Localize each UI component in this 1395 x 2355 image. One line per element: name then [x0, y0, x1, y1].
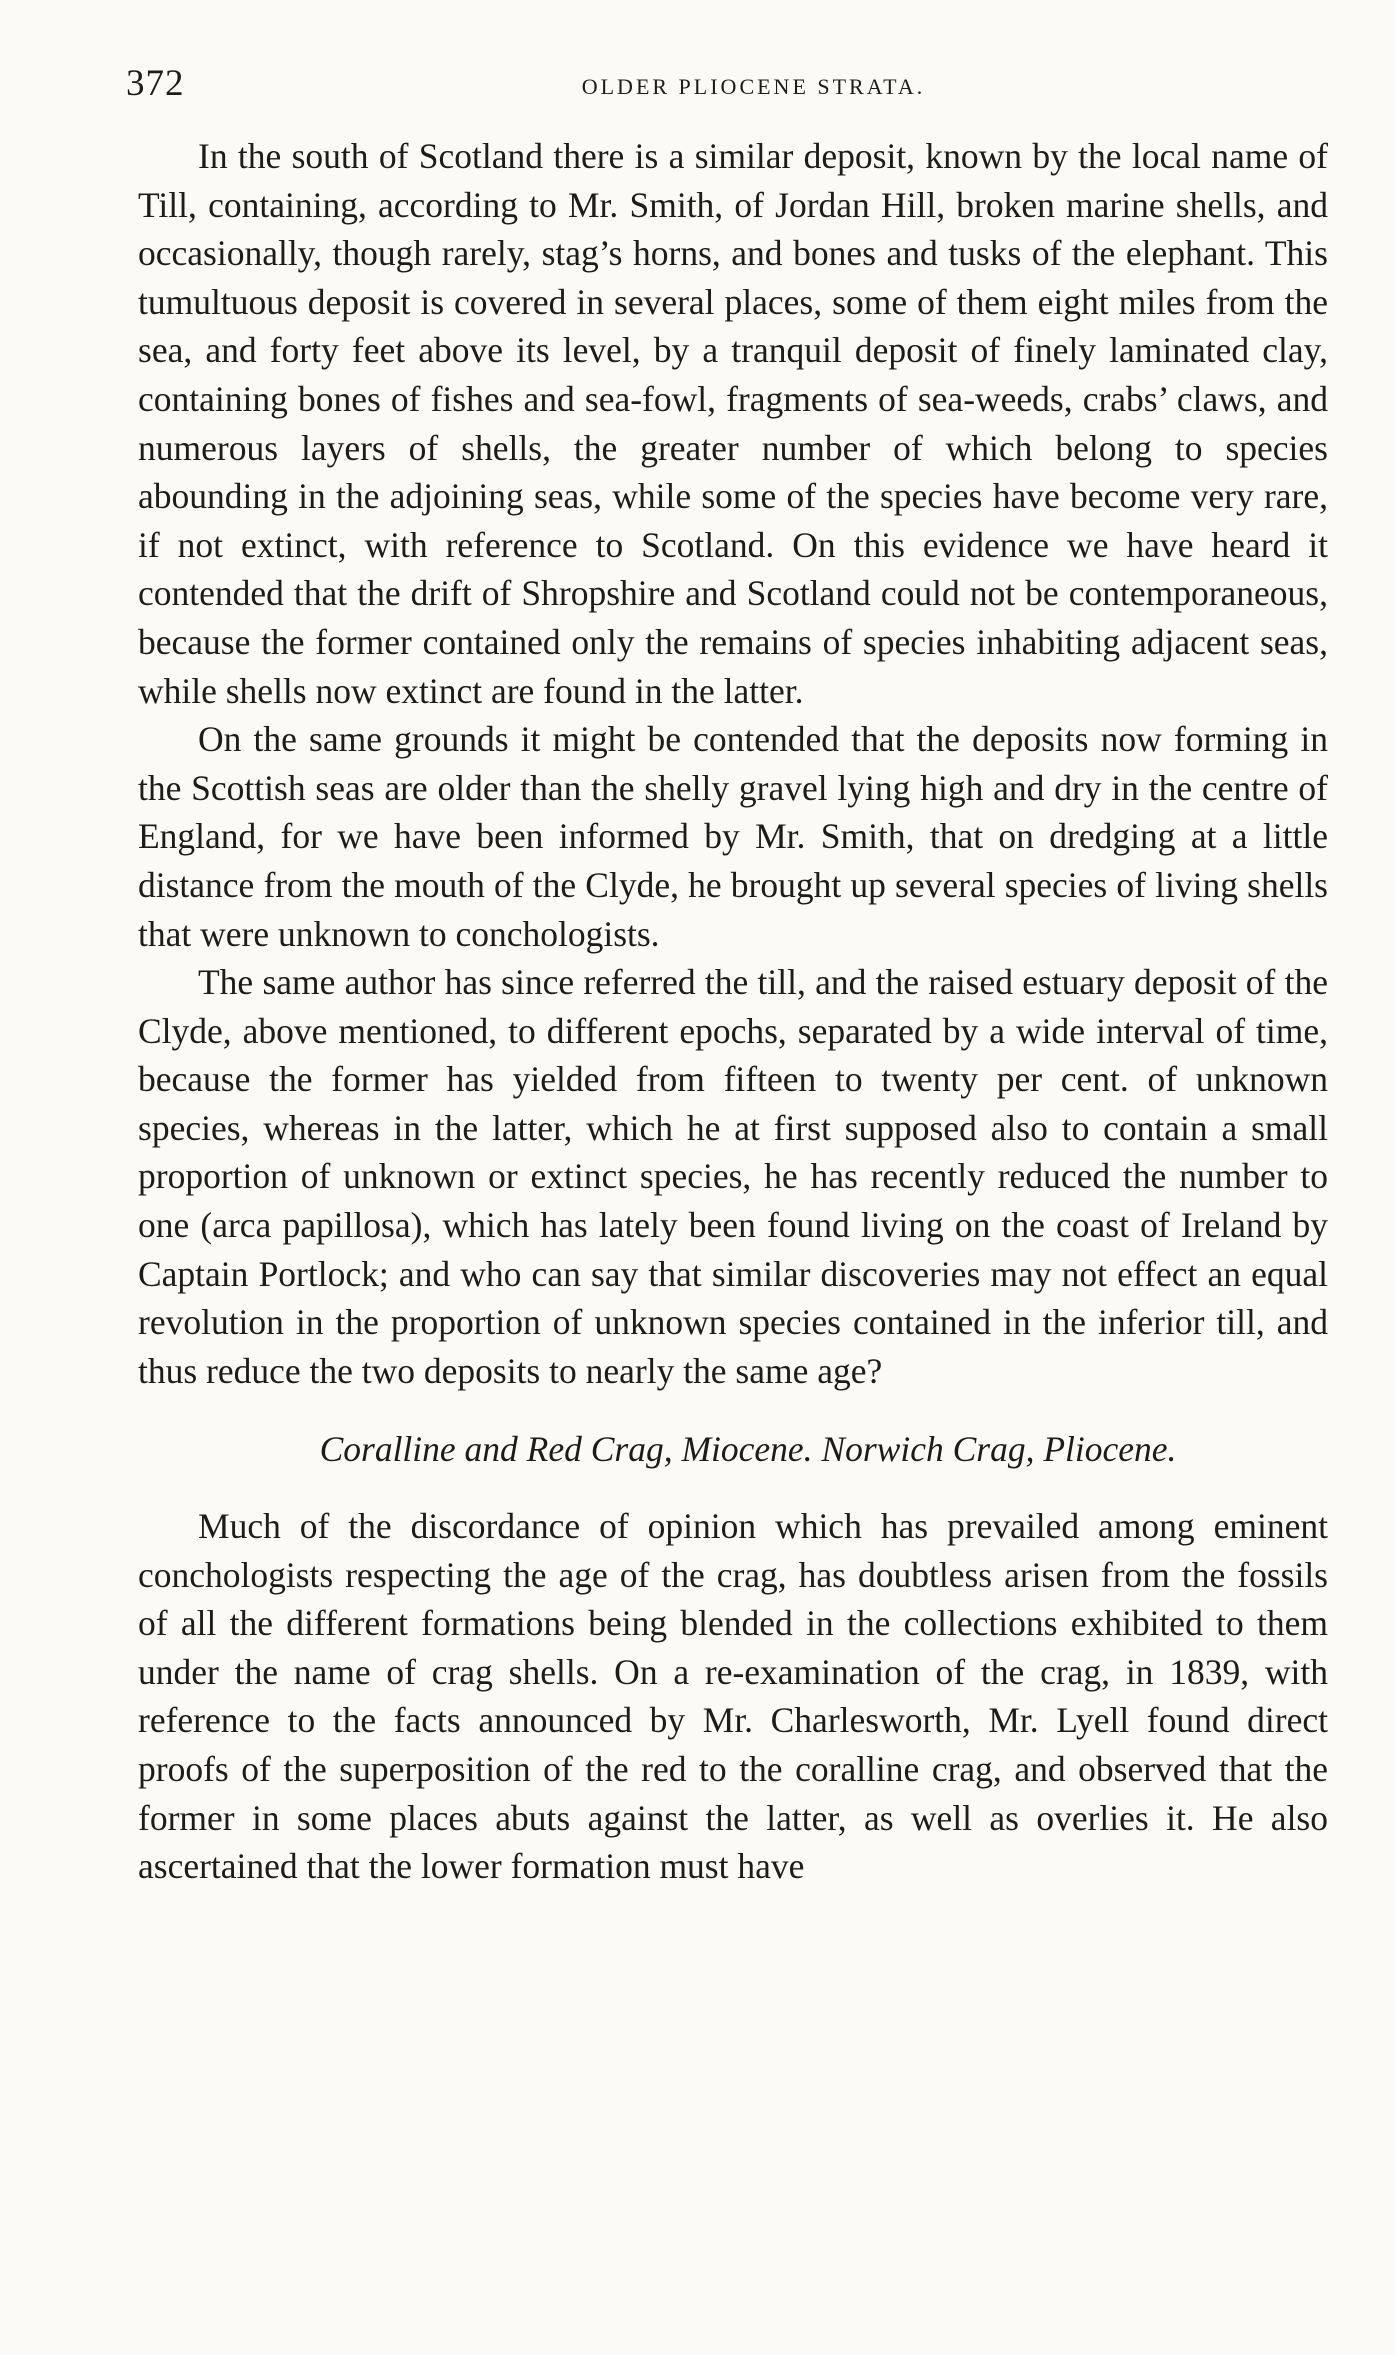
paragraph-crag-age: Much of the discordance of opinion which has prevailed among eminent conchologists respecting the age of the crag, has doubtless arisen from the fossils of all the different formations being blended in the collections exhibited to them under the name of crag shells. On a re-examination of the crag, in 1839, with reference to the facts announced by Mr. Charlesworth, Mr. Lyell found direct proofs of the superposition of the red to the coralline crag, and observed that the former in some places abuts against the latter, as well as overlies it. He also ascertained that the lower formation must have — [138, 1506, 1328, 1887]
running-title: OLDER PLIOCENE STRATA. — [581, 74, 926, 99]
body-text — [138, 132, 1328, 1891]
page-number: 372 — [126, 63, 185, 104]
paragraph-till-scotland: In the south of Scotland there is a similar deposit, known by the local name of Till, containing, according to Mr. Smith, of Jordan Hill, broken marine shells, and occasionally, though rarely, stag’s horns, and bones and tusks of the elephant. This tumultuous deposit is covered in several places, some of them eight miles from the sea, and forty feet above its level, by a tranquil deposit of finely laminated clay, containing bones of fishes and sea-fowl, fragments of sea-weeds, crabs’ claws, and numerous layers of shells, the greater number of which belong to species abounding in the adjoining seas, while some of the species have become very rare, if not extinct, with reference to Scotland. On this evidence we have heard it contended that the drift of Shropshire and Scotland could not be contemporaneous, because the former contained only the remains of species inhabiting adjacent seas, while shells now extinct are found in the latter. — [138, 136, 1328, 711]
running-head — [126, 62, 1341, 112]
section-heading: Coralline and Red Crag, Miocene. Norwich Crag, Pliocene. — [319, 1429, 1177, 1470]
paragraph-clyde-epochs: The same author has since referred the till, and the raised estuary deposit of the Clyde, above mentioned, to different epochs, separated by a wide interval of time, because the former has yielded from fifteen to twenty per cent. of unknown species, whereas in the latter, which he at first supposed also to contain a small proportion of unknown or extinct species, he has recently reduced the number to one (arca papillosa), which has lately been found living on the coast of Ireland by Captain Portlock; and who can say that similar discoveries may not effect an equal revolution in the proportion of unknown species contained in the inferior till, and thus reduce the two deposits to nearly the same age? — [138, 962, 1328, 1391]
paragraph-scottish-seas: On the same grounds it might be contended that the deposits now forming in the Scottish seas are older than the shelly gravel lying high and dry in the centre of England, for we have been informed by Mr. Smith, that on dredging at a little distance from the mouth of the Clyde, he brought up several species of living shells that were unknown to conchologists. — [138, 719, 1328, 954]
